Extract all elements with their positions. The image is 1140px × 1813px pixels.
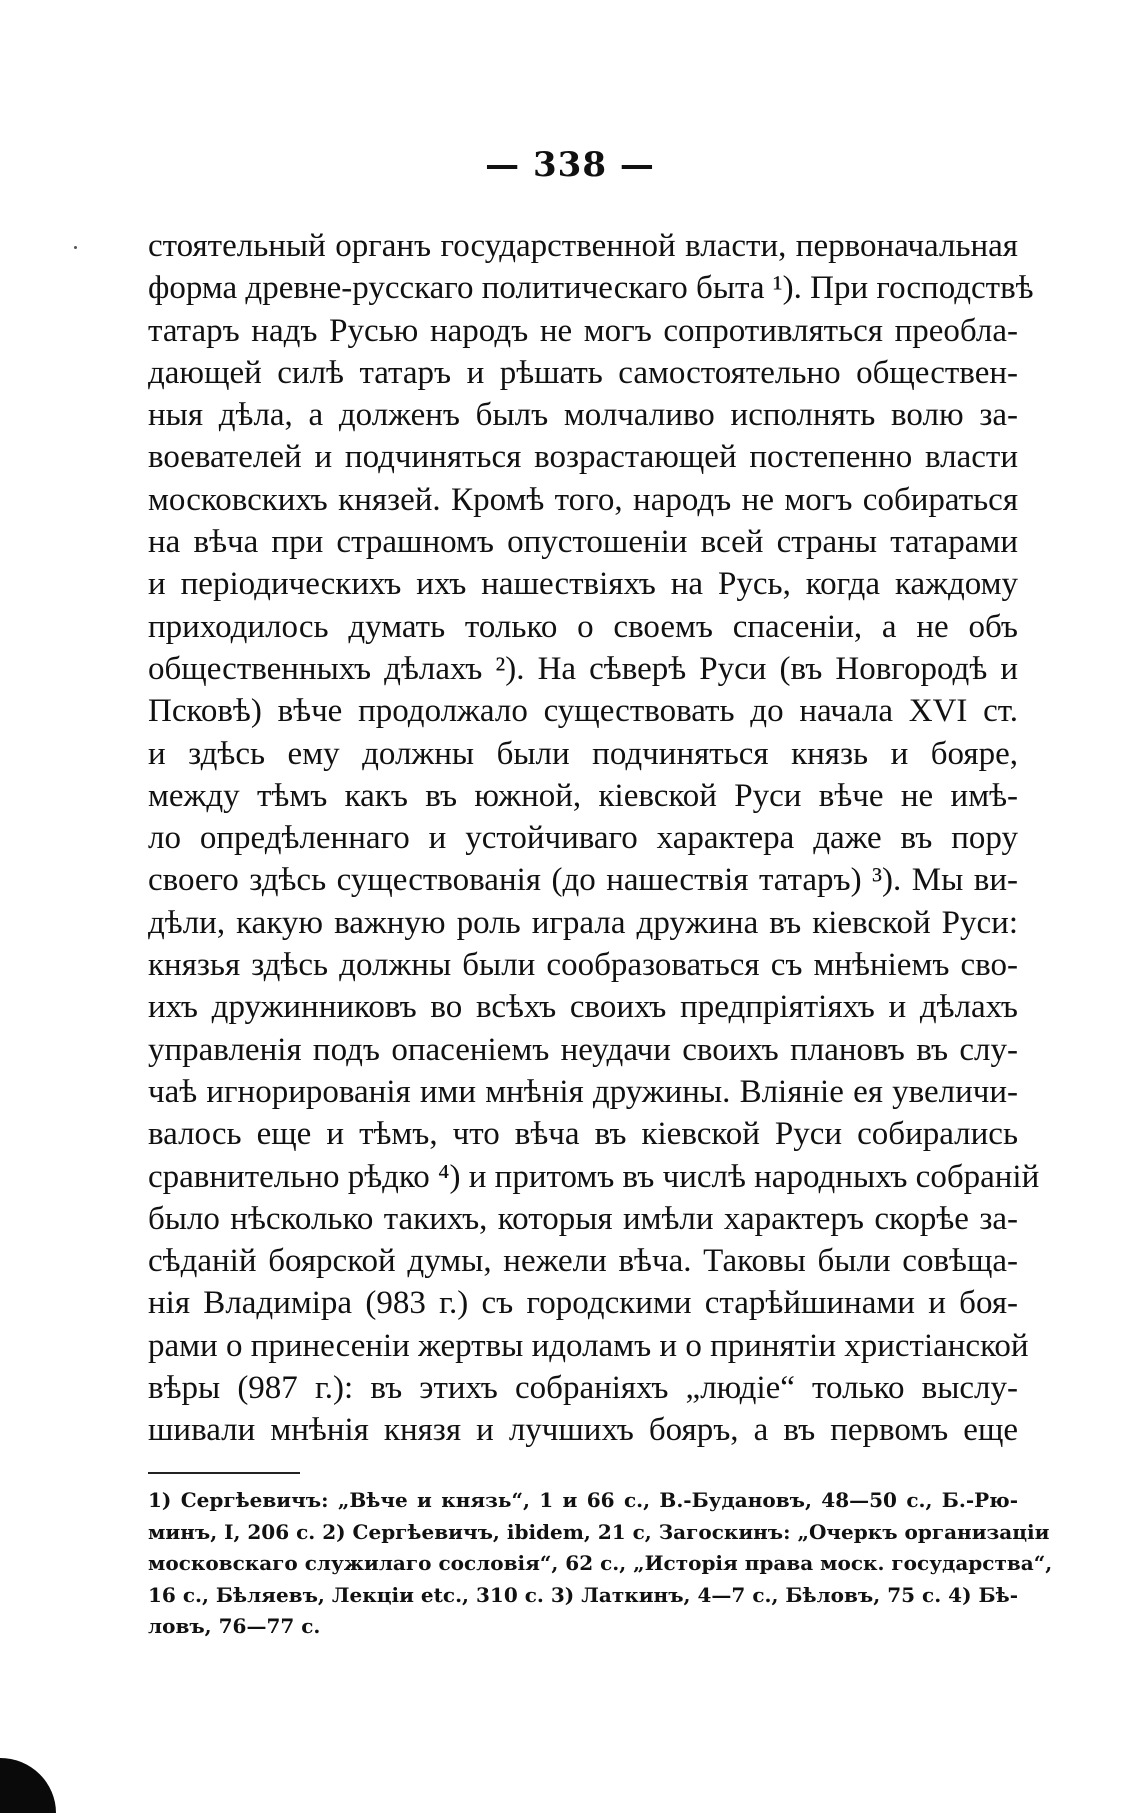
text-line: нія Владиміра (983 г.) съ городскими старѣйшинами и боя- bbox=[148, 1285, 1018, 1322]
text-line: приходилось думать только о своемъ спасеніи, а не объ bbox=[148, 608, 1018, 645]
text-line: вѣры (987 г.): въ этихъ собраніяхъ „людіе“ только выслу- bbox=[148, 1370, 1018, 1407]
text-line: Псковѣ) вѣче продолжало существовать до начала XVI ст. bbox=[148, 693, 1018, 730]
text-line: на вѣча при страшномъ опустошеніи всей страны татарами bbox=[148, 524, 1018, 561]
footnote-line: московскаго служилаго сословія“, 62 с., „Исторія права моск. государства“, bbox=[148, 1551, 1053, 1575]
text-line: валось еще и тѣмъ, что вѣча въ кіевской Руси собирались bbox=[148, 1116, 1018, 1153]
text-line: ихъ дружинниковъ во всѣхъ своихъ предпріятіяхъ и дѣлахъ bbox=[148, 989, 1018, 1026]
text-line: между тѣмъ какъ въ южной, кіевской Руси вѣче не имѣ- bbox=[148, 777, 1018, 814]
text-line: чаѣ игнорированія ими мнѣнія дружины. Вліяніе ея увеличи- bbox=[148, 1073, 1018, 1110]
scan-speck bbox=[74, 246, 77, 249]
text-line: стоятельный органъ государственной власти, первоначальная bbox=[148, 228, 1018, 264]
text-line: и періодическихъ ихъ нашествіяхъ на Русь, когда каждому bbox=[148, 566, 1018, 603]
text-line: дающей силѣ татаръ и рѣшать самостоятельно обществен- bbox=[148, 354, 1018, 391]
main-text bbox=[148, 225, 1040, 1452]
text-line: и здѣсь ему должны были подчиняться князь и бояре, bbox=[148, 735, 1018, 772]
text-line: рами о принесеніи жертвы идоламъ и о принятіи христіанской bbox=[148, 1327, 1029, 1364]
footnote-line: 1) Сергѣевичъ: „Вѣче и князь“, 1 и 66 с., В.-Будановъ, 48—50 с., Б.-Рю- bbox=[148, 1488, 1018, 1512]
footnote-line: ловъ, 76—77 с. bbox=[148, 1614, 321, 1638]
text-line: своего здѣсь существованія (до нашествія татаръ) ³). Мы ви- bbox=[148, 862, 1018, 899]
text-line: московскихъ князей. Кромѣ того, народъ не могъ собираться bbox=[148, 481, 1018, 518]
footnote-line: минъ, I, 206 с. 2) Сергѣевичъ, ibidem, 21 с, Загоскинъ: „Очеркъ организаціи bbox=[148, 1519, 1050, 1544]
footnote-divider bbox=[148, 1472, 300, 1474]
text-line: сравнительно рѣдко ⁴) и притомъ въ числѣ народныхъ собраній bbox=[148, 1158, 1040, 1195]
text-line: общественныхъ дѣлахъ ²). На сѣверѣ Руси (въ Новгородѣ и bbox=[148, 650, 1018, 687]
page-number: — 338 — bbox=[485, 145, 655, 185]
footnote-line: 16 с., Бѣляевъ, Лекціи etc., 310 с. 3) Латкинъ, 4—7 с., Бѣловъ, 75 с. 4) Бѣ- bbox=[148, 1582, 1018, 1607]
footnotes bbox=[148, 1485, 1053, 1643]
scan-edge-shadow bbox=[0, 1758, 56, 1813]
text-line: татаръ надъ Русью народъ не могъ сопротивляться преобла- bbox=[148, 312, 1018, 349]
text-line: шивали мнѣнія князя и лучшихъ бояръ, а въ первомъ еще bbox=[148, 1412, 1018, 1449]
text-line: ныя дѣла, а долженъ былъ молчаливо исполнять волю за- bbox=[148, 397, 1018, 434]
text-line: управленія подъ опасеніемъ неудачи своихъ плановъ въ слу- bbox=[148, 1031, 1018, 1068]
text-line: дѣли, какую важную роль играла дружина въ кіевской Руси: bbox=[148, 904, 1018, 941]
text-line: форма древне-русскаго политическаго быта ¹). При господствѣ bbox=[148, 270, 1034, 307]
text-line: князья здѣсь должны были сообразоваться съ мнѣніемъ сво- bbox=[148, 947, 1018, 984]
text-line: было нѣсколько такихъ, которыя имѣли характеръ скорѣе за- bbox=[148, 1200, 1018, 1237]
text-line: воевателей и подчиняться возрастающей постепенно власти bbox=[148, 439, 1018, 476]
text-line: ло опредѣленнаго и устойчиваго характера даже въ пору bbox=[148, 820, 1018, 857]
text-line: сѣданій боярской думы, нежели вѣча. Таковы были совѣща- bbox=[148, 1243, 1018, 1280]
